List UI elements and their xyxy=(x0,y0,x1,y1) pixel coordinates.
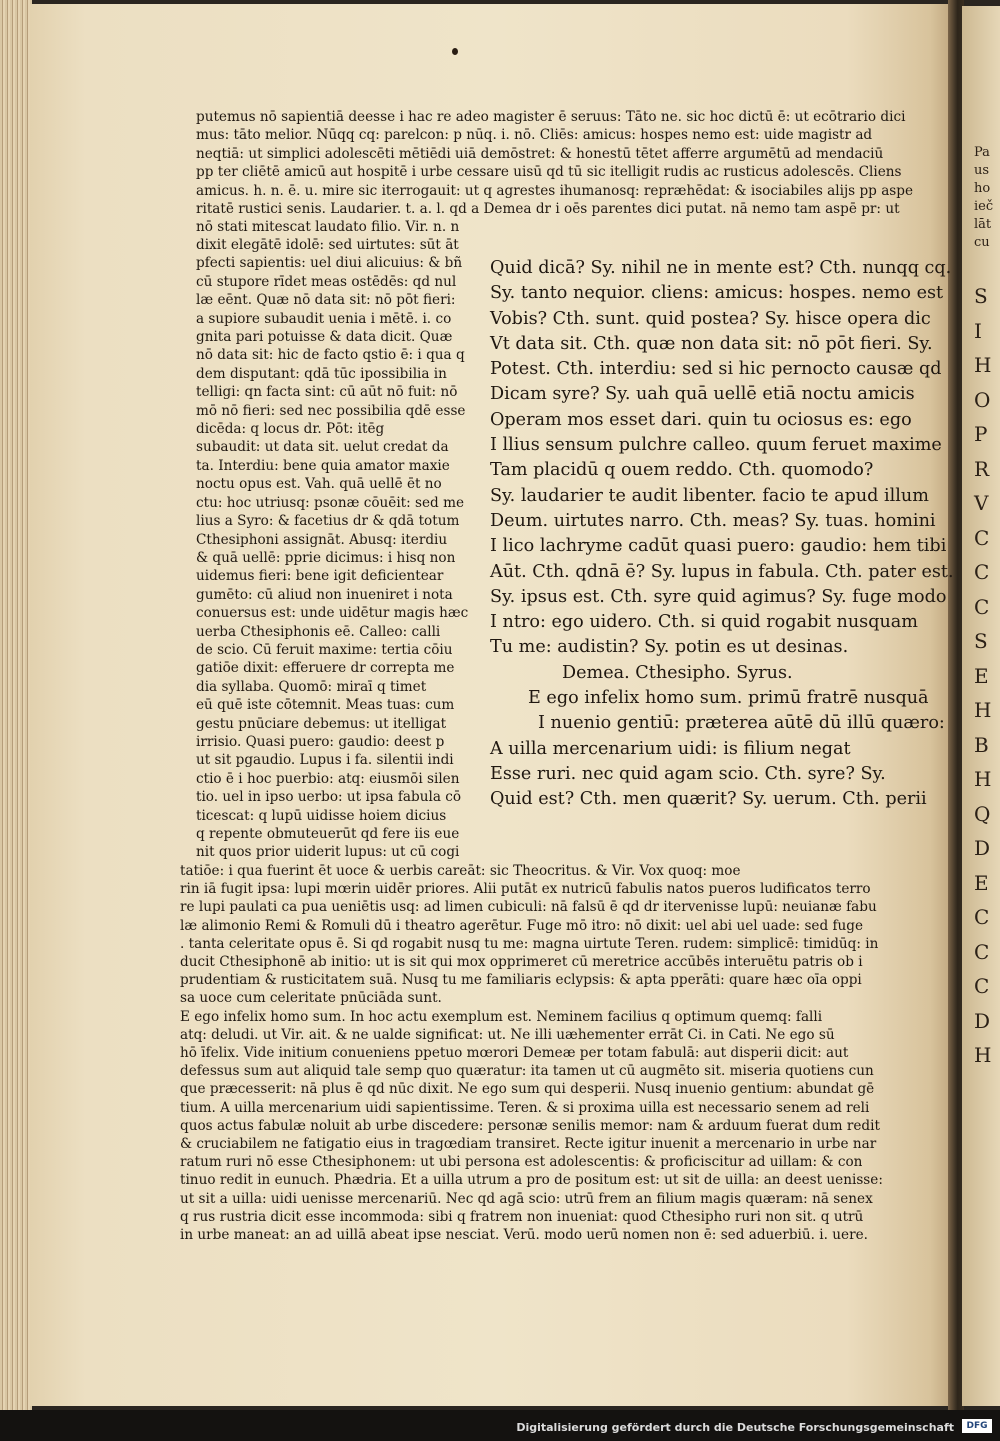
commentary-line: tio. uel in ipso uerbo: ut ipsa fabula cō xyxy=(196,789,462,806)
commentary-line: gatiōe dixit: efferuere dr correpta me xyxy=(196,660,455,677)
commentary-line: q rus rustria dicit esse incommoda: sibi q fratrem non inueniat: quod Cthesipho ruri non sit. q utrū xyxy=(180,1208,864,1225)
commentary-line: que præcesserit: nā plus ē qd nūc dixit. Ne ego sum qui desperii. Nusq inuenio gentium: abundat gē xyxy=(180,1081,875,1098)
facing-page-letter: Q xyxy=(974,801,991,826)
verse-line: Aūt. Cth. qdnā ē? Sy. lupus in fabula. Cth. pater est. xyxy=(490,561,954,582)
facing-page-letter: us xyxy=(974,163,990,178)
commentary-line: neqtiā: ut simplici adolescēti mētiēdi uiā demōstret: & honestū tētet afferre argumētū ad mendaciū xyxy=(196,145,884,162)
scene-heading: Demea. Cthesipho. Syrus. xyxy=(562,662,793,683)
verse-line: Esse ruri. nec quid agam scio. Cth. syre? Sy. xyxy=(490,763,886,784)
commentary-line: nit quos prior uiderit lupus: ut cū cogi xyxy=(196,844,460,861)
facing-page-edge xyxy=(962,6,1000,1406)
commentary-line: dicēda: q locus dr. Pōt: itēg xyxy=(196,421,385,438)
verse-line: A uilla mercenarium uidi: is filium negat xyxy=(490,738,851,759)
facing-page-letter: H xyxy=(974,767,992,791)
dfg-logo: DFG xyxy=(962,1419,992,1433)
commentary-line: cū stupore rīdet meas ostēdēs: qd nul xyxy=(196,273,457,290)
verse-line: Sy. ipsus est. Cth. syre quid agimus? Sy. fuge modo xyxy=(490,586,947,607)
facing-page-letter: S xyxy=(974,284,988,308)
commentary-line: in urbe maneat: an ad uillā abeat ipse nesciat. Verū. modo uerū nomen non ē: sed aduerbiū. i. uere. xyxy=(180,1227,868,1244)
facing-page-letter: C xyxy=(974,594,990,619)
commentary-line: uerba Cthesiphonis eē. Calleo: calli xyxy=(196,623,441,640)
commentary-line: quos actus fabulæ noluit ab urbe discedere: personæ senilis memor: nam & arduum fuerat dum redit xyxy=(180,1117,880,1134)
commentary-top-block xyxy=(196,108,913,237)
commentary-line: telligi: qn facta sint: cū aūt nō fuit: nō xyxy=(196,384,458,401)
commentary-line: eū quē iste cōtemnit. Meas tuas: cum xyxy=(196,697,455,714)
commentary-line: uidemus fieri: bene igit deficientear xyxy=(196,568,444,585)
page-edges xyxy=(0,0,32,1410)
commentary-line: tium. A uilla mercenarium uidi sapientissime. Teren. & si proxima uilla est necessario senem ad reli xyxy=(180,1099,870,1116)
commentary-line: ducit Cthesiphonē ab initio: ut is sit qui mox opprimeret cū meretrice accūbēs interuētu patris ob i xyxy=(180,954,863,971)
facing-page-letter: C xyxy=(974,905,990,929)
commentary-line: conuersus est: unde uidētur magis hæc xyxy=(196,605,469,622)
commentary-line: pfecti sapientis: uel diui alicuius: & bñ xyxy=(196,255,463,272)
facing-page-letter: V xyxy=(974,491,989,515)
facing-page-letter: I xyxy=(974,318,982,343)
facing-page-letter: H xyxy=(974,353,992,377)
commentary-line: ctu: hoc utriusq: psonæ cōuēit: sed me xyxy=(196,494,465,511)
facing-page-letter: R xyxy=(974,456,990,481)
verse-line: E ego infelix homo sum. primū fratrē nusquā xyxy=(528,688,929,709)
verse-line: Tu me: audistin? Sy. potin es ut desinas. xyxy=(490,637,849,658)
facing-page-letter: cu xyxy=(974,235,990,250)
commentary-line: defessus sum aut aliquid tale semp quo quæratur: ita tamen ut cū augmēto sit. miseria quotiens cun xyxy=(180,1063,874,1080)
verse-line: Operam mos esset dari. quin tu ociosus es: ego xyxy=(490,409,912,430)
verse-line: Quid dicā? Sy. nihil ne in mente est? Cth. nunqq cq. xyxy=(490,258,952,278)
commentary-line: mus: tāto melior. Nūqq cq: parelcon: p nūq. i. nō. Cliēs: amicus: hospes nemo est: uide magistr ad xyxy=(196,127,873,144)
verse-line: Deum. uirtutes narro. Cth. meas? Sy. tuas. homini xyxy=(490,510,936,531)
facing-page-letter: C xyxy=(974,525,990,550)
commentary-line: . tanta celeritate opus ē. Si qd rogabit nusq tu me: magna uirtute Teren. rudem: simplicē: timidūq: in xyxy=(180,935,879,952)
commentary-line: & quā uellē: pprie dicimus: i hisq non xyxy=(196,549,456,566)
commentary-bottom-block xyxy=(180,862,883,1244)
verse-line: I llius sensum pulchre calleo. quum feruet maxime xyxy=(490,435,942,456)
verse-line: Sy. tanto nequior. cliens: amicus: hospes. nemo est xyxy=(490,283,944,304)
commentary-line: tinuo redit in eunuch. Phædria. Et a uilla utrum a pro de positum est: ut sit de uilla: an deest uenisse: xyxy=(180,1172,883,1189)
verse-line: Dicam syre? Sy. uah quā uellē etiā noctu amicis xyxy=(490,384,915,405)
commentary-line: ratum ruri nō esse Cthesiphonem: ut ubi persona est adolescentis: & proficiscitur ad uillam: & con xyxy=(180,1154,863,1171)
facing-page-letter: lāt xyxy=(974,217,992,232)
facing-page-letter: Pa xyxy=(974,145,990,160)
verse-line: Vt data sit. Cth. quæ non data sit: nō pōt fieri. Sy. xyxy=(490,333,933,354)
facing-page-letter: E xyxy=(974,870,989,895)
commentary-line: & cruciabilem ne fatigatio eius in tragœdiam transiret. Recte igitur inuenit a mercenario in urbe nar xyxy=(180,1136,877,1153)
facing-page-letter: C xyxy=(974,974,990,998)
facing-page-letter: E xyxy=(974,663,989,688)
commentary-line: sa uoce cum celeritate pnūciāda sunt. xyxy=(180,990,442,1007)
footer-bar xyxy=(0,1410,1000,1441)
facing-page-letter: B xyxy=(974,732,989,757)
commentary-line: tatiōe: i qua fuerint ēt uoce & uerbis careāt: sic Theocritus. & Vir. Vox quoq: moe xyxy=(180,863,741,879)
commentary-line: atq: deludi. ut Vir. ait. & ne ualde significat: ut. Ne illi uæhementer errāt Ci. in Cati. Ne ego sū xyxy=(180,1026,835,1043)
verse-line: Vobis? Cth. sunt. quid postea? Sy. hisce opera dic xyxy=(490,308,931,329)
facing-page-letter: D xyxy=(974,836,991,860)
facing-page-letter: ieč xyxy=(974,199,994,214)
commentary-line: gnita pari potuisse & data dicit. Quæ xyxy=(196,329,453,346)
commentary-line: gestu pnūciare debemus: ut itelligat xyxy=(196,715,447,732)
facing-page-letter: S xyxy=(974,629,988,653)
commentary-line: gumēto: cū aliud non inueniret i nota xyxy=(196,586,453,603)
commentary-line: putemus nō sapientiā deesse i hac re adeo magister ē seruus: Tāto ne. sic hoc dictū ē: ut ecōtrario dici xyxy=(196,109,906,125)
commentary-line: Cthesiphoni assignāt. Abusq: iterdiu xyxy=(196,531,448,548)
commentary-line: a supiore subaudit uenia i mētē. i. co xyxy=(196,310,452,327)
commentary-line: q repente obmuteuerūt qd fere iis eue xyxy=(196,826,460,842)
commentary-line: amicus. h. n. ē. u. mire sic iterrogauit: ut q agrestes ihumanosq: repræhēdat: & isociabiles alijs pp aspe xyxy=(196,182,914,199)
verse-line: I ntro: ego uidero. Cth. si quid rogabit nusquam xyxy=(490,612,918,633)
facing-page-letter: H xyxy=(974,698,992,722)
verse-line: Quid est? Cth. men quærit? Sy. uerum. Cth. perii xyxy=(490,789,927,810)
commentary-line: ctio ē i hoc puerbio: atq: eiusmōi silen xyxy=(196,770,460,787)
facing-page-letter: ho xyxy=(974,181,991,196)
commentary-line: nō data sit: hic de facto qstio ē: i qua q xyxy=(196,347,465,364)
commentary-line: ut sit pgaudio. Lupus i fa. silentii indi xyxy=(196,752,454,769)
commentary-line: prudentiam & rusticitatem suā. Nusq tu me familiaris eclypsis: & apta pperāti: quare hæc oīa oppi xyxy=(180,972,862,989)
commentary-line: subaudit: ut data sit. uelut credat da xyxy=(196,439,449,456)
facing-page-letter: P xyxy=(974,422,988,446)
commentary-line: ticescat: q lupū uidisse hoiem dicius xyxy=(196,807,447,824)
commentary-line: lius a Syro: & facetius dr & qdā totum xyxy=(196,513,460,530)
commentary-line: re lupi paulati ca pua ueniētis usq: ad limen cubiculi: nā falsū ē qd dr itervenisse lupū: neuianæ fabu xyxy=(180,899,877,916)
commentary-line: læ alimonio Remi & Romuli dū i theatro agerētur. Fuge mō itro: nō dixit: uel abi uel uade: sed fuge xyxy=(180,917,864,934)
funding-credit: Digitalisierung gefördert durch die Deutsche Forschungsgemeinschaft xyxy=(516,1421,954,1434)
facing-page-letter: H xyxy=(974,1043,992,1067)
commentary-line: de scio. Cū feruit maxime: tertia cōiu xyxy=(196,641,453,658)
commentary-line: læ eēnt. Quæ nō data sit: nō pōt fieri: xyxy=(196,292,456,309)
verse-line: Potest. Cth. interdiu: sed si hic pernocto causæ qd xyxy=(490,359,942,380)
ink-mark xyxy=(452,48,458,55)
commentary-line: dem disputant: qdā tūc ipossibilia in xyxy=(196,365,447,382)
facing-page-letter: D xyxy=(974,1008,991,1033)
commentary-line: hō īfelix. Vide initium conueniens ppetuo mœrori Demeæ per totam fabulā: aut disperii dicit: aut xyxy=(180,1045,849,1062)
commentary-line: nō stati mitescat laudato filio. Vir. n. n xyxy=(196,219,460,236)
commentary-line: ta. Interdiu: bene quia amator maxie xyxy=(196,457,450,474)
commentary-left-column xyxy=(196,236,468,862)
commentary-line: ut sit a uilla: uidi uenisse mercenariū. Nec qd agā scio: utrū frem an filium magis quæram: nā senex xyxy=(180,1190,873,1207)
commentary-line: E ego infelix homo sum. In hoc actu exemplum est. Neminem facilius q optimum quemq: falli xyxy=(180,1008,823,1025)
facing-page-letter: C xyxy=(974,560,990,584)
verse-line: I nuenio gentiū: præterea aūtē dū illū quæro: xyxy=(538,713,945,734)
verse-line: I lico lachryme cadūt quasi puero: gaudio: hem tibi xyxy=(490,536,947,557)
commentary-line: noctu opus est. Vah. quā uellē ēt no xyxy=(196,476,442,493)
facing-page-letter: C xyxy=(974,939,990,964)
commentary-line: rin iā fugit ipsa: lupi mœrin uidēr priores. Alii putāt ex nutricū fabulis natos pueros ludificatos terro xyxy=(180,881,871,898)
verse-line: Tam placidū q ouem reddo. Cth. quomodo? xyxy=(490,460,874,481)
verse-line: Sy. laudarier te audit libenter. facio te apud illum xyxy=(490,485,929,506)
play-text-block xyxy=(490,256,954,813)
commentary-line: dia syllaba. Quomō: miraī q timet xyxy=(196,678,427,695)
commentary-line: irrisio. Quasi puero: gaudio: deest p xyxy=(196,733,445,750)
commentary-line: pp ter cliētē amicū aut hospitē i urbe cessare uisū qd tū sic itelligit rudis ac rusticus adolescēs. Cliens xyxy=(196,164,902,181)
commentary-line: ritatē rustici senis. Laudarier. t. a. l. qd a Demea dr i oēs parentes dici putat. nā nemo tam aspē pr: ut xyxy=(196,201,900,218)
commentary-line: dixit elegātē idolē: sed uirtutes: sūt āt xyxy=(196,237,459,253)
commentary-line: mō nō fieri: sed nec possibilia qdē esse xyxy=(196,402,466,419)
facing-page-letter: O xyxy=(974,387,991,412)
